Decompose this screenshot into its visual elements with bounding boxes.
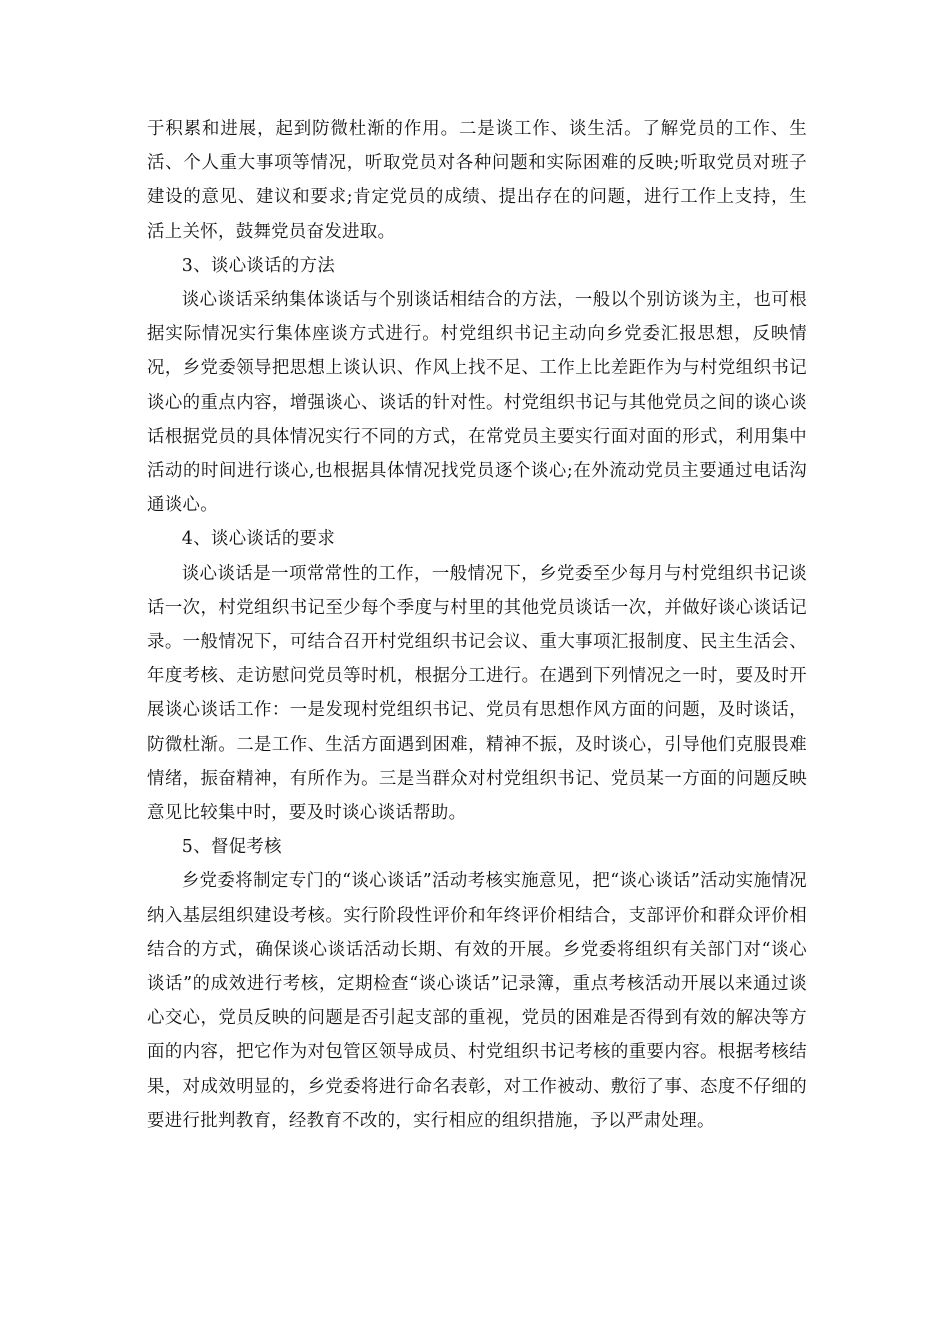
paragraph-requirements: 谈心谈话是一项常常性的工作，一般情况下，乡党委至少每月与村党组织书记谈话一次，村党组织书记至少每个季度与村里的其他党员谈话一次，并做好谈心谈话记录。一般情况下，可结合召开村党组织书记会议、重大事项汇报制度、民主生活会、年度考核、走访慰问党员等时机，根据分工进行。在遇到下列情况之一时，要及时开展谈心谈话工作：一是发现村党组织书记、党员有思想作风方面的问题，及时谈话，防微杜渐。二是工作、生活方面遇到困难，精神不振，及时谈心，引导他们克服畏难情绪，振奋精神，有所作为。三是当群众对村党组织书记、党员某一方面的问题反映意见比较集中时，要及时谈心谈话帮助。 bbox=[147, 563, 807, 824]
section-heading-requirements: 4、谈心谈话的要求 bbox=[181, 529, 336, 550]
document-body bbox=[147, 112, 807, 1138]
section-heading-assessment: 5、督促考核 bbox=[181, 837, 282, 858]
paragraph-assessment: 乡党委将制定专门的“谈心谈话”活动考核实施意见，把“谈心谈话”活动实施情况纳入基层组织建设考核。实行阶段性评价和年终评价相结合，支部评价和群众评价相结合的方式，确保谈心谈话活动长期、有效的开展。乡党委将组织有关部门对“谈心谈话”的成效进行考核，定期检查“谈心谈话”记录簿，重点考核活动开展以来通过谈心交心，党员反映的问题是否引起支部的重视，党员的困难是否得到有效的解决等方面的内容，把它作为对包管区领导成员、村党组织书记考核的重要内容。根据考核结果，对成效明显的，乡党委将进行命名表彰，对工作被动、敷衍了事、态度不仔细的要进行批判教育，经教育不改的，实行相应的组织措施，予以严肃处理。 bbox=[147, 871, 807, 1131]
paragraph-method: 谈心谈话采纳集体谈话与个别谈话相结合的方法，一般以个别访谈为主，也可根据实际情况实行集体座谈方式进行。村党组织书记主动向乡党委汇报思想，反映情况，乡党委领导把思想上谈认识、作风上找不足、工作上比差距作为与村党组织书记谈心的重点内容，增强谈心、谈话的针对性。村党组织书记与其他党员之间的谈心谈话根据党员的具体情况实行不同的方式，在常党员主要实行面对面的形式，利用集中活动的时间进行谈心,也根据具体情况找党员逐个谈心;在外流动党员主要通过电话沟通谈心。 bbox=[147, 290, 807, 516]
paragraph-continued: 于积累和进展，起到防微杜渐的作用。二是谈工作、谈生活。了解党员的工作、生活、个人重大事项等情况，听取党员对各种问题和实际困难的反映;听取党员对班子建设的意见、建议和要求;肯定党员的成绩、提出存在的问题，进行工作上支持，生活上关怀，鼓舞党员奋发进取。 bbox=[147, 119, 807, 242]
section-heading-method: 3、谈心谈话的方法 bbox=[181, 255, 336, 276]
